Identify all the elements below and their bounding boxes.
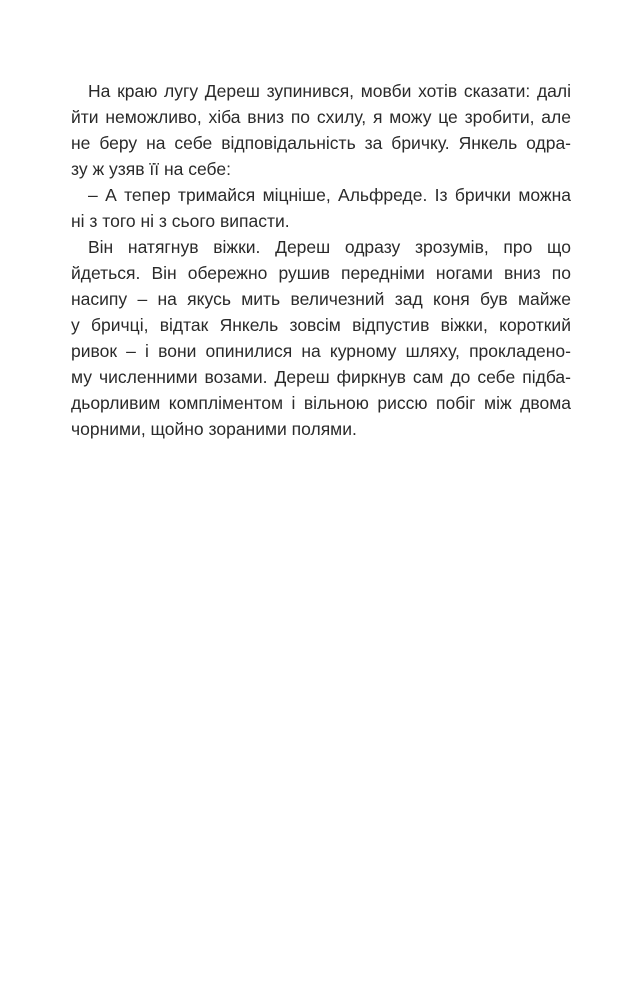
paragraph-1 bbox=[71, 78, 571, 182]
body-text bbox=[71, 78, 571, 442]
text-line: у бричці, відтак Янкель зовсім відпустив віжки, короткий bbox=[71, 315, 571, 335]
text-line: му численними возами. Дереш фиркнув сам до себе підба- bbox=[71, 367, 571, 387]
text-line: зу ж узяв її на себе: bbox=[71, 159, 231, 179]
text-line: На краю лугу Дереш зупинився, мовби хотів сказати: далі bbox=[88, 81, 571, 101]
text-line: дьорливим компліментом і вільною риссю побіг між двома bbox=[71, 393, 571, 413]
text-line: – А тепер тримайся міцніше, Альфреде. Із брички можна bbox=[88, 185, 571, 205]
text-line: насипу – на якусь мить величезний зад коня був майже bbox=[71, 289, 571, 309]
text-line: ні з того ні з сього випасти. bbox=[71, 211, 290, 231]
text-line: чорними, щойно зораними полями. bbox=[71, 419, 357, 439]
paragraph-3 bbox=[71, 234, 571, 442]
text-line: йти неможливо, хіба вниз по схилу, я можу це зробити, але bbox=[71, 107, 571, 127]
paragraph-2 bbox=[71, 182, 571, 234]
text-line: ривок – і вони опинилися на курному шляху, прокладено- bbox=[71, 341, 571, 361]
text-line: не беру на себе відповідальність за бричку. Янкель одра- bbox=[71, 133, 571, 153]
text-line: йдеться. Він обережно рушив передніми ногами вниз по bbox=[71, 263, 571, 283]
text-line: Він натягнув віжки. Дереш одразу зрозумів, про що bbox=[88, 237, 571, 257]
